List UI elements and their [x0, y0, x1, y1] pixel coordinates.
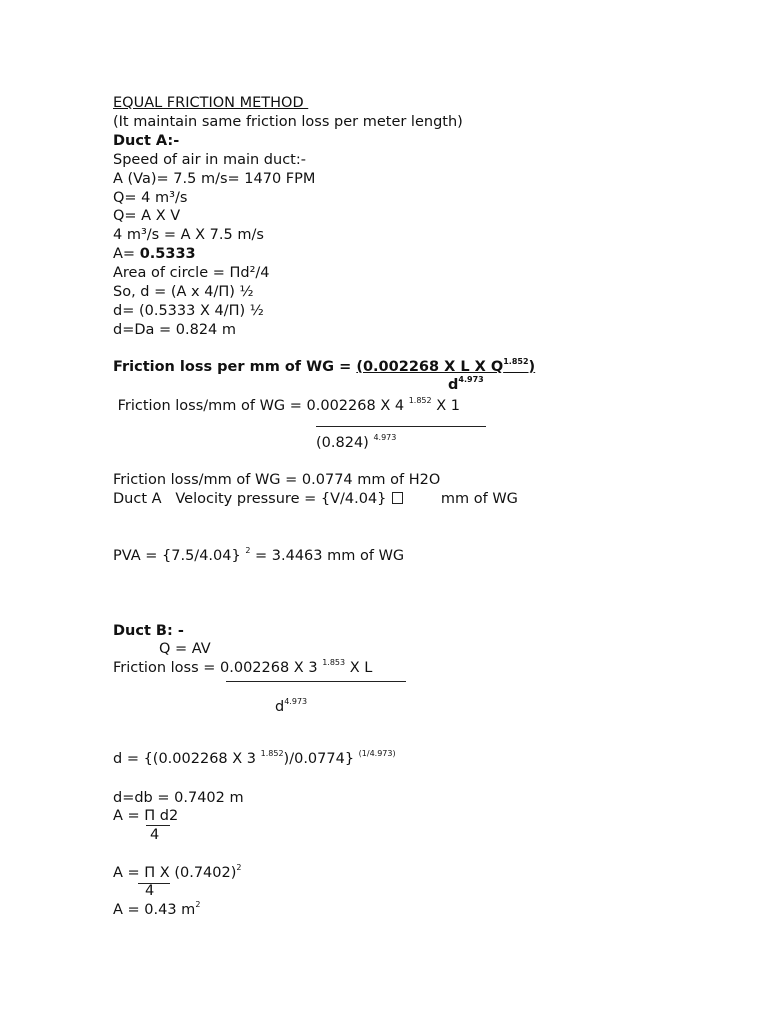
- duct-a-line2-0: Area of circle = Πd²/4: [113, 265, 270, 281]
- vp-pre: Duct A Velocity pressure = {V/4.04}: [113, 491, 392, 507]
- duct-b-heading: Duct B: -: [113, 623, 184, 639]
- pva-exp: 2: [245, 546, 251, 556]
- formula-numerator-text: (0.002268 X L X Q: [356, 359, 504, 375]
- velocity-pressure-line: [113, 490, 518, 509]
- db-line: d=db = 0.7402 m: [113, 790, 244, 806]
- formula-numerator-exp: 1.852: [503, 357, 529, 367]
- fl-den-exp: 4.973: [284, 697, 308, 707]
- area-value: 0.5333: [139, 246, 196, 262]
- calc-fraction-line: [316, 426, 486, 427]
- calc-numerator: [113, 397, 460, 416]
- formula-denominator-text: d: [448, 377, 459, 393]
- d-exp: 1.852: [260, 749, 284, 759]
- pva-line: [113, 547, 404, 566]
- duct-a-line2-1: So, d = (A x 4/Π) ½: [113, 284, 254, 300]
- page-title: EQUAL FRICTION METHOD: [113, 95, 309, 111]
- area2-numerator: [113, 864, 242, 883]
- area2-num-pre: A = Π X (0.7402): [113, 865, 237, 881]
- fl-fraction-line: [226, 681, 406, 682]
- duct-a-line-4: 4 m³/s = A X 7.5 m/s: [113, 227, 264, 243]
- placeholder-box-icon: [392, 492, 403, 504]
- area2-denominator: 4: [145, 883, 155, 899]
- formula-denominator-exp: 4.973: [458, 375, 484, 385]
- fl-label: Friction loss =: [113, 660, 221, 676]
- duct-a-line-3: Q= A X V: [113, 208, 181, 224]
- formula-label-wg: WG: [306, 359, 335, 375]
- calc-text-pre: Friction loss/mm of WG = 0.002268 X 4: [113, 398, 409, 414]
- fl-num-pre: 0.002268 X 3: [220, 660, 323, 676]
- duct-a-area-line: [113, 245, 196, 264]
- calc-denominator-text: (0.824): [316, 435, 374, 451]
- area-prefix: A=: [113, 246, 140, 262]
- fl-den-text: d: [275, 699, 285, 715]
- duct-a-heading: Duct A:-: [113, 133, 180, 149]
- fl-num-post: X L: [345, 660, 373, 676]
- formula-label-eq: =: [334, 359, 357, 375]
- duct-b-q: Q = AV: [159, 641, 211, 657]
- d-pre: d = {(0.002268 X 3: [113, 751, 261, 767]
- duct-b-friction-line: [113, 659, 372, 678]
- page-subtitle: (It maintain same friction loss per meter length): [113, 114, 463, 130]
- fl-denominator: [275, 698, 307, 717]
- area1-denominator: 4: [150, 827, 160, 843]
- duct-a-line-0: Speed of air in main duct:-: [113, 152, 306, 168]
- duct-a-line-2: Q= 4 m³/s: [113, 190, 188, 206]
- formula-numerator-close: ): [528, 359, 536, 375]
- formula-label-pre: Friction loss per mm of: [113, 359, 307, 375]
- friction-result: Friction loss/mm of WG = 0.0774 mm of H2O: [113, 472, 441, 488]
- area-result-pre: A = 0.43 m: [113, 902, 196, 918]
- d-exp2: (1/4.973): [358, 749, 396, 759]
- calc-exp: 1.852: [408, 396, 432, 406]
- area2-num-exp: 2: [236, 863, 242, 873]
- vp-post: mm of WG: [404, 491, 518, 507]
- d-mid: )/0.0774}: [283, 751, 359, 767]
- calc-text-post: X 1: [431, 398, 460, 414]
- formula-denominator: [448, 376, 484, 395]
- calc-denominator: [316, 434, 396, 453]
- fl-num-exp: 1.853: [322, 658, 346, 668]
- d-formula-line: [113, 750, 396, 769]
- duct-a-line2-3: d=Da = 0.824 m: [113, 322, 237, 338]
- area-result: [113, 901, 200, 920]
- area1-numerator: A = Π d2: [113, 808, 179, 824]
- duct-a-line2-2: d= (0.5333 X 4/Π) ½: [113, 303, 264, 319]
- duct-a-line-1: A (Va)= 7.5 m/s= 1470 FPM: [113, 171, 316, 187]
- pva-pre: PVA = {7.5/4.04}: [113, 548, 246, 564]
- pva-post: = 3.4463 mm of WG: [250, 548, 405, 564]
- calc-denominator-exp: 4.973: [373, 433, 397, 443]
- formula-numerator: [356, 359, 535, 375]
- area-result-exp: 2: [195, 900, 201, 910]
